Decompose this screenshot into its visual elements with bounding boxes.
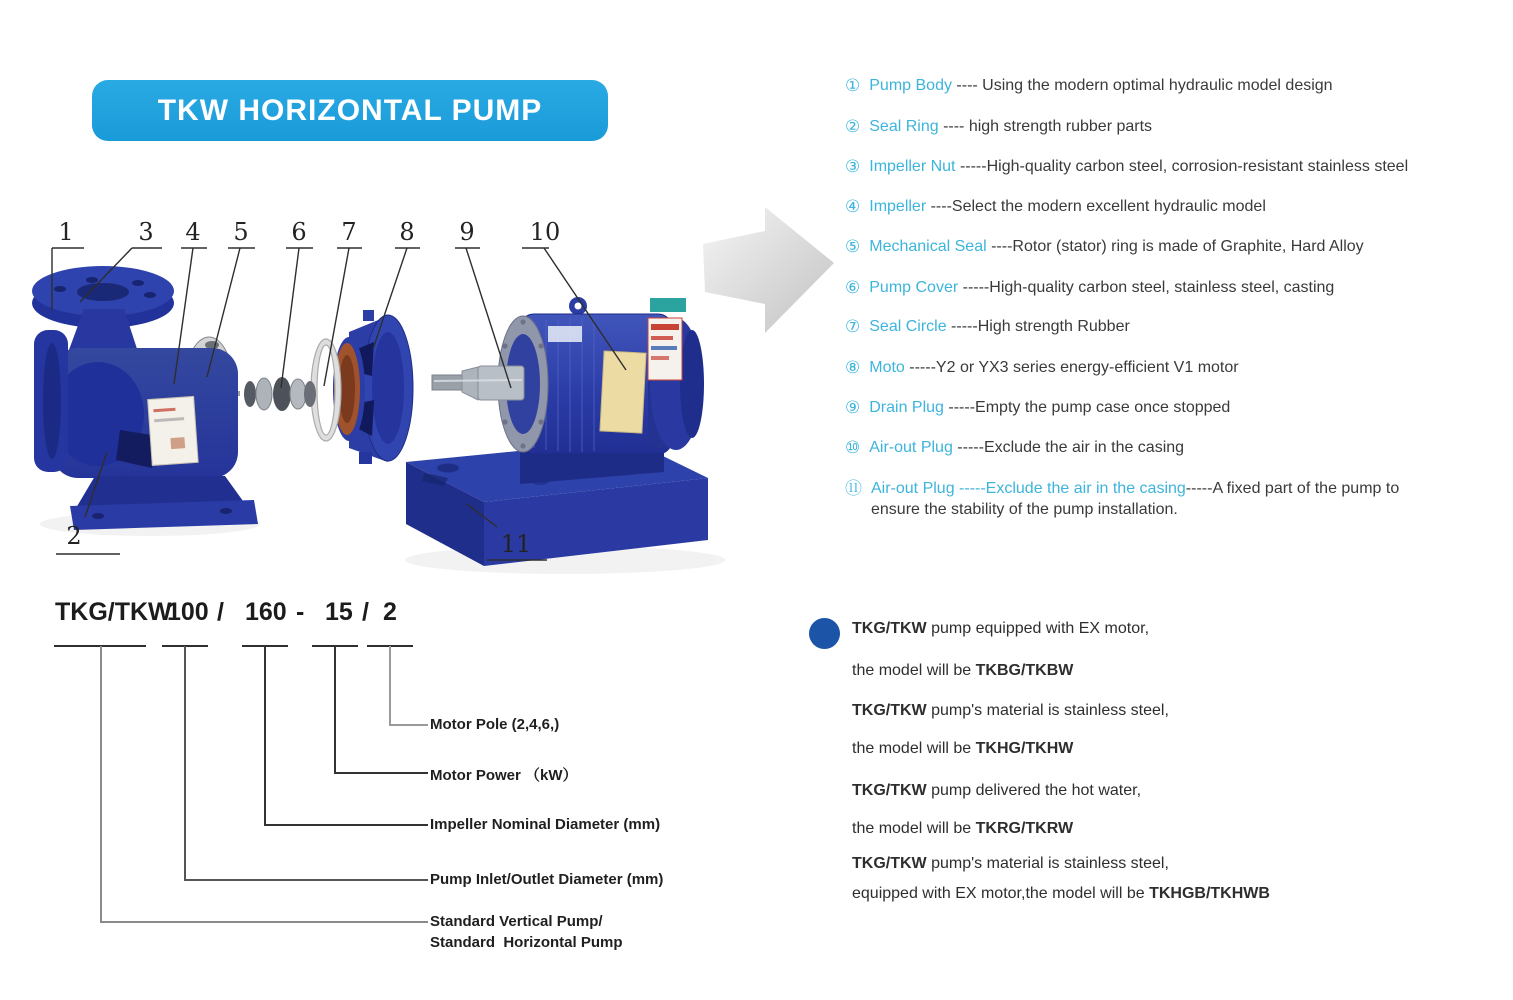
parts-list-item: ⑩ Air-out Plug -----Exclude the air in the casing (845, 438, 1185, 457)
title-banner (92, 80, 608, 141)
model-segment-power: 15 (325, 598, 353, 626)
note-line: TKG/TKW pump's material is stainless steel, (852, 855, 1169, 872)
parts-list-item: ④ Impeller ----Select the modern excellent hydraulic model (845, 197, 1266, 216)
part-description-line2: ensure the stability of the pump installation. (871, 501, 1178, 518)
part-number-badge: ③ (845, 157, 861, 176)
parts-list-item: ⑪ Air-out Plug -----Exclude the air in the casing-----A fixed part of the pump to ensure the stability of the pump installation. (845, 479, 1400, 518)
note-line: TKG/TKW pump's material is stainless steel, (852, 702, 1169, 719)
callout-11: 11 (500, 530, 532, 558)
callout-9: 9 (459, 218, 475, 246)
model-segment-series: TKG/TKW (55, 598, 172, 626)
pump-cover (333, 310, 413, 464)
callout-7: 7 (341, 218, 357, 246)
part-description: Select the modern excellent hydraulic model (951, 198, 1266, 215)
pump-body (32, 266, 258, 530)
pump-body-label-sticker (148, 396, 198, 465)
part-description: High strength Rubber (977, 318, 1130, 335)
motor-shaft (432, 366, 524, 400)
note-line: the model will be TKBG/TKBW (852, 662, 1074, 679)
part-description: A fixed part of the pump to (1212, 480, 1400, 497)
part-number-badge: ⑥ (845, 278, 861, 297)
parts-list-item: ① Pump Body ---- Using the modern optimal hydraulic model design (845, 76, 1333, 95)
parts-list-item: ② Seal Ring ---- high strength rubber parts (845, 117, 1153, 136)
part-number-badge: ⑪ (845, 479, 862, 498)
part-name: Impeller Nut (869, 158, 956, 175)
callout-1: 1 (58, 218, 74, 246)
part-description: Rotor (stator) ring is made of Graphite, Hard Alloy (1012, 238, 1364, 255)
part-description: High-quality carbon steel, corrosion-resistant stainless steel (986, 158, 1409, 175)
callout-3: 3 (138, 218, 154, 246)
part-number-badge: ⑨ (845, 398, 861, 417)
motor-nameplate (600, 351, 646, 433)
part-number-badge: ④ (845, 197, 861, 216)
label-impeller-diameter: Impeller Nominal Diameter (mm) (430, 816, 661, 833)
callout-5: 5 (233, 218, 249, 246)
page-title: TKW HORIZONTAL PUMP (157, 93, 543, 127)
note-line: TKG/TKW pump delivered the hot water, (852, 782, 1142, 799)
part-description: Empty the pump case once stopped (975, 399, 1231, 416)
part-description: high strength rubber parts (968, 118, 1153, 135)
parts-list-item: ⑧ Moto -----Y2 or YX3 series energy-efficient V1 motor (845, 358, 1239, 377)
label-standard-vertical: Standard Vertical Pump/ (430, 913, 603, 930)
note-line: TKG/TKW pump equipped with EX motor, (852, 620, 1150, 637)
callout-8: 8 (399, 218, 415, 246)
part-number-badge: ① (845, 76, 861, 95)
part-number-badge: ⑤ (845, 237, 861, 256)
callout-2: 2 (66, 522, 82, 550)
motor-red-sticker (648, 318, 682, 380)
model-segment-inlet: 100 (167, 598, 209, 626)
part-name: Seal Ring (869, 118, 939, 135)
callout-10: 10 (529, 218, 561, 246)
note-bullet-icon (809, 618, 840, 649)
part-name: Mechanical Seal (869, 238, 987, 255)
part-number-badge: ⑩ (845, 438, 861, 457)
part-description: Y2 or YX3 series energy-efficient V1 motor (935, 359, 1239, 376)
part-name: Impeller (869, 198, 927, 215)
model-code-connectors (54, 646, 428, 922)
parts-list-item: ⑤ Mechanical Seal ----Rotor (stator) ring is made of Graphite, Hard Alloy (845, 237, 1364, 256)
model-separator: - (296, 598, 305, 626)
part-description: High-quality carbon steel, stainless steel, casting (989, 279, 1335, 296)
model-separator: / (362, 598, 369, 626)
note-line: the model will be TKHG/TKHW (852, 740, 1074, 757)
label-standard-horizontal: Standard Horizontal Pump (430, 934, 623, 951)
label-inlet-outlet: Pump Inlet/Outlet Diameter (mm) (430, 871, 664, 888)
part-number-badge: ⑦ (845, 317, 861, 336)
label-motor-power: Motor Power （kW） (430, 767, 578, 784)
parts-list-item: ③ Impeller Nut -----High-quality carbon steel, corrosion-resistant stainless steel (845, 157, 1409, 176)
parts-list-item: ⑦ Seal Circle -----High strength Rubber (845, 317, 1130, 336)
part-description: Exclude the air in the casing (983, 439, 1185, 456)
mechanical-seal-rings (233, 377, 316, 411)
part-name: Air-out Plug (871, 480, 955, 497)
arrow-right-icon (703, 207, 834, 333)
callout-4: 4 (185, 218, 201, 246)
note-line: the model will be TKRG/TKRW (852, 820, 1074, 837)
parts-list-item: ⑨ Drain Plug -----Empty the pump case once stopped (845, 398, 1231, 417)
callout-6: 6 (291, 218, 307, 246)
model-segment-impeller: 160 (245, 598, 287, 626)
part-name: Drain Plug (869, 399, 944, 416)
label-motor-pole: Motor Pole (2,4,6,) (430, 716, 560, 733)
model-separator: / (217, 598, 224, 626)
part-name: Seal Circle (869, 318, 947, 335)
part-number-badge: ② (845, 117, 861, 136)
parts-list-item: ⑥ Pump Cover -----High-quality carbon steel, stainless steel, casting (845, 278, 1335, 297)
model-segment-pole: 2 (383, 598, 397, 626)
part-number-badge: ⑧ (845, 358, 861, 377)
note-line: equipped with EX motor,the model will be TKHGB/TKHWB (852, 885, 1270, 902)
part-description: Using the modern optimal hydraulic model design (982, 77, 1333, 94)
part-name: Moto (869, 359, 905, 376)
part-name: Pump Body (869, 77, 952, 94)
part-name: Pump Cover (869, 279, 959, 296)
part-name: Air-out Plug (869, 439, 953, 456)
